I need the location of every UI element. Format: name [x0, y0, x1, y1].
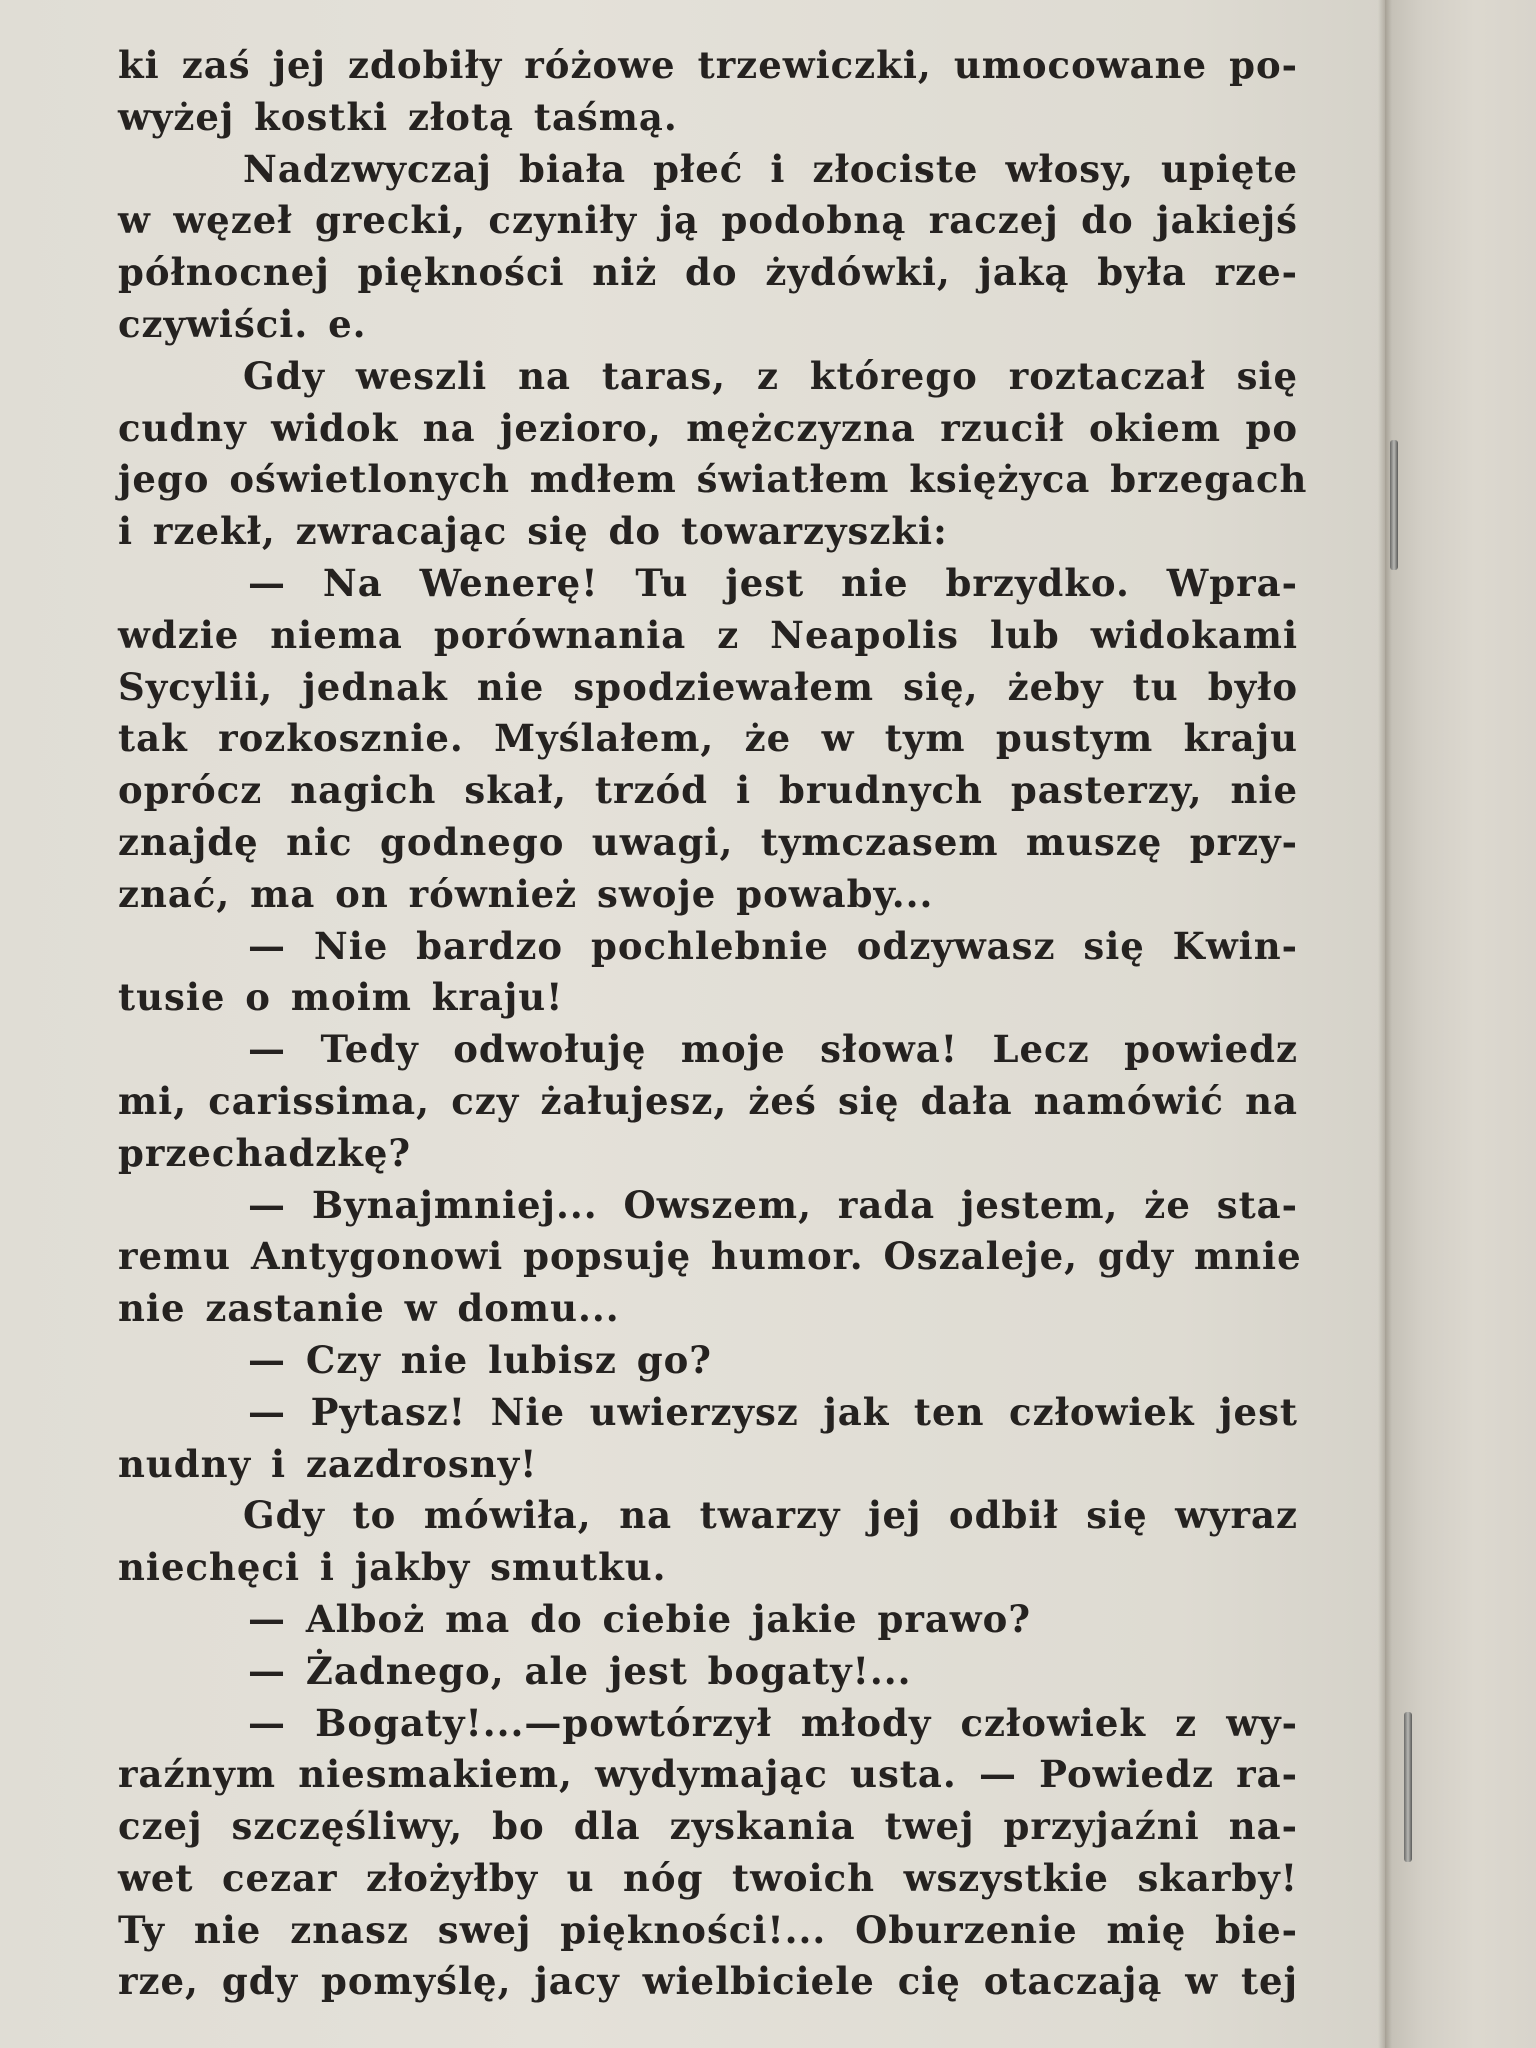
text-line: remu Antygonowi popsuję humor. Oszaleje, gdy mnie: [118, 1234, 1302, 1279]
text-line: cudny widok na jezioro, mężczyzna rzucił okiem po: [118, 405, 1298, 450]
page-text-block: [118, 40, 1308, 2008]
text-line: nudny i zazdrosny!: [118, 1441, 538, 1486]
text-line: — Alboż ma do ciebie jakie prawo?: [248, 1596, 1032, 1641]
binding-staple-bottom: [1404, 1712, 1412, 1862]
text-line: i rzekł, zwracając się do towarzyszki:: [118, 509, 948, 554]
text-line: wdzie niema porównania z Neapolis lub widokami: [118, 612, 1298, 657]
binding-staple-top: [1390, 440, 1398, 570]
text-line: Sycylii, jednak nie spodziewałem się, żeby tu było: [118, 664, 1298, 709]
text-line: ki zaś jej zdobiły różowe trzewiczki, umocowane po-: [118, 43, 1298, 87]
text-line: wet cezar złożyłby u nóg twoich wszystkie skarby!: [118, 1855, 1298, 1900]
text-line: — Czy nie lubisz go?: [248, 1337, 712, 1382]
text-line: — Pytasz! Nie uwierzysz jak ten człowiek jest: [248, 1389, 1298, 1434]
text-line: nie zastanie w domu...: [118, 1286, 620, 1331]
text-line: — Na Wenerę! Tu jest nie brzydko. Wpra-: [248, 560, 1298, 605]
text-line: — Bynajmniej... Owszem, rada jestem, że sta-: [248, 1182, 1298, 1227]
text-line: Nadzwyczaj biała płeć i złociste włosy, upięte: [243, 146, 1298, 191]
text-line: — Żadnego, ale jest bogaty!...: [248, 1648, 912, 1693]
text-line: oprócz nagich skał, trzód i brudnych pasterzy, nie: [118, 768, 1298, 813]
text-line: Ty nie znasz swej piękności!... Oburzenie mię bie-: [118, 1907, 1298, 1952]
text-line: Gdy weszli na taras, z którego roztaczał się: [243, 353, 1298, 398]
text-line: mi, carissima, czy żałujesz, żeś się dała namówić na: [118, 1078, 1298, 1123]
text-line: jego oświetlonych mdłem światłem księżyca brzegach: [118, 457, 1308, 502]
text-line: rze, gdy pomyślę, jacy wielbiciele cię otaczają w tej: [118, 1959, 1298, 2004]
text-line: — Nie bardzo pochlebnie odzywasz się Kwin-: [248, 923, 1298, 968]
text-line: tusie o moim kraju!: [118, 975, 564, 1020]
text-line: w węzeł grecki, czyniły ją podobną raczej do jakiejś: [118, 198, 1298, 243]
text-line: znajdę nic godnego uwagi, tymczasem muszę przy-: [118, 819, 1298, 864]
text-line: znać, ma on również swoje powaby...: [118, 871, 934, 916]
text-line: północnej piękności niż do żydówki, jaką była rze-: [118, 250, 1298, 295]
text-line: wyżej kostki złotą taśmą.: [118, 94, 678, 139]
page-fold-shadow: [1378, 0, 1392, 2048]
text-line: Gdy to mówiła, na twarzy jej odbił się wyraz: [243, 1493, 1298, 1538]
text-line: — Bogaty!...—powtórzył młody człowiek z wy-: [248, 1700, 1298, 1745]
text-line: tak rozkosznie. Myślałem, że w tym pustym kraju: [118, 716, 1298, 761]
text-line: czej szczęśliwy, bo dla zyskania twej przyjaźni na-: [118, 1804, 1298, 1849]
text-line: czywiści. e.: [118, 301, 367, 346]
text-line: raźnym niesmakiem, wydymając usta. — Powiedz ra-: [118, 1752, 1298, 1797]
text-line: niechęci i jakby smutku.: [118, 1545, 667, 1590]
text-line: — Tedy odwołuję moje słowa! Lecz powiedz: [248, 1027, 1298, 1072]
text-line: przechadzkę?: [118, 1130, 412, 1175]
